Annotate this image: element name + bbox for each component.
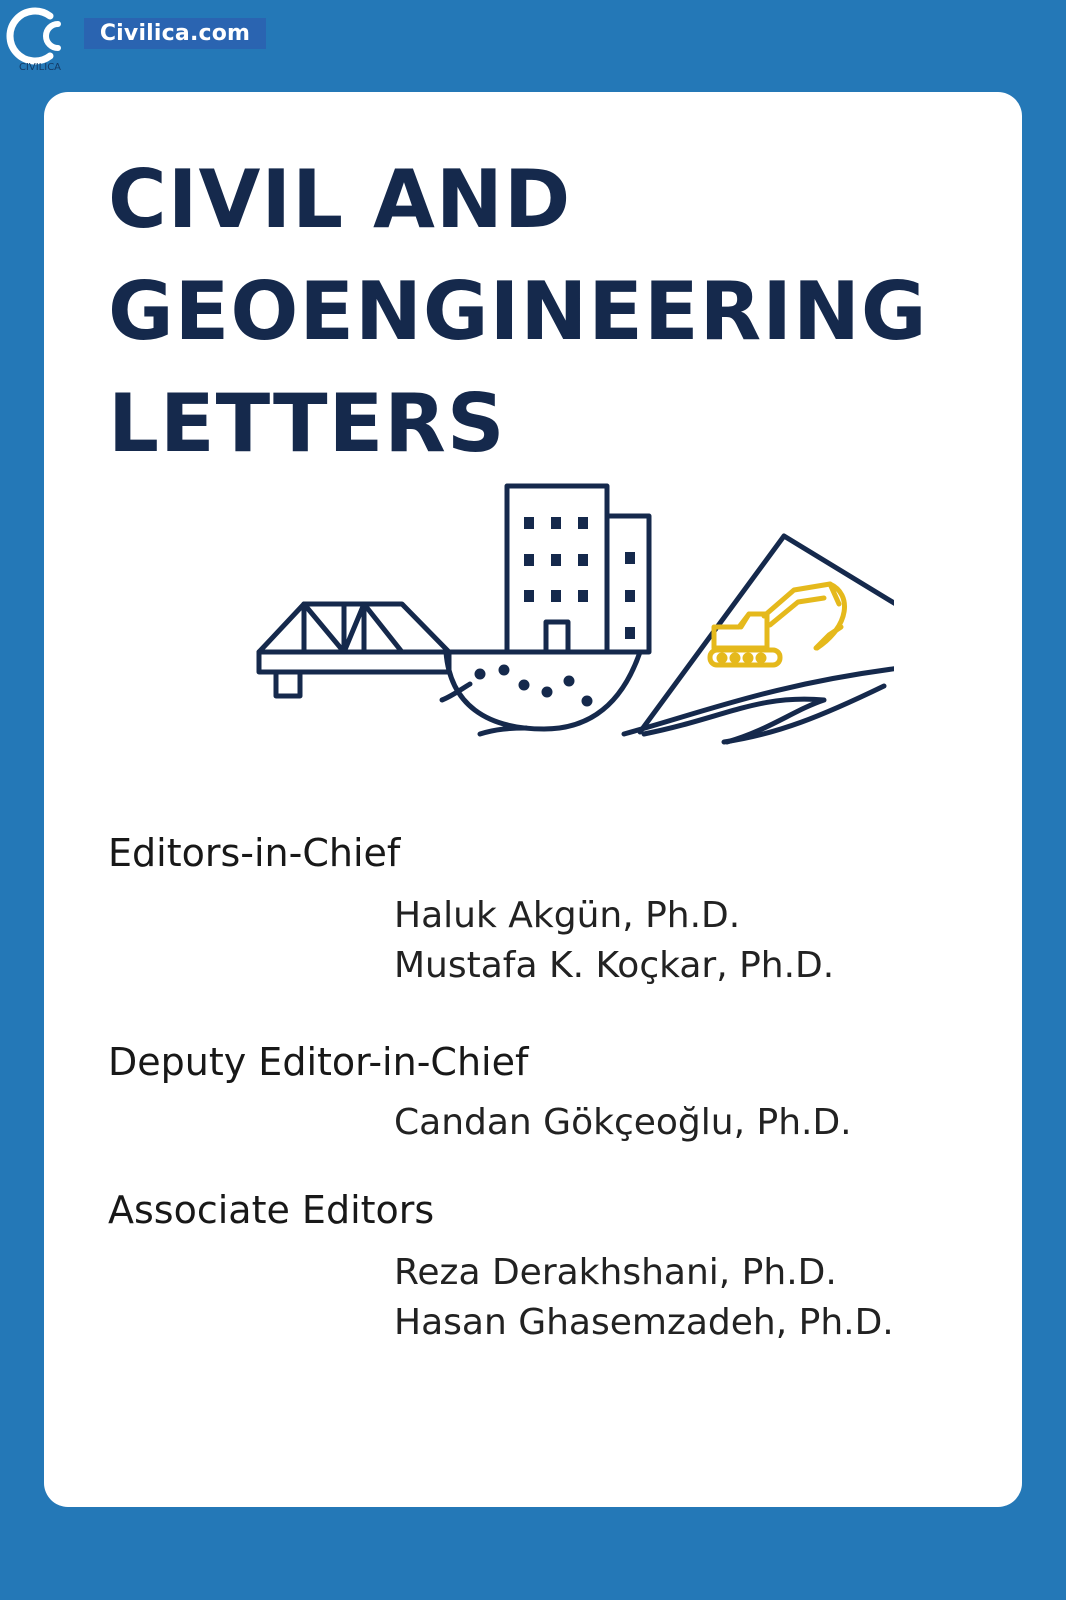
associate-editor-name: Reza Derakhshani, Ph.D. (394, 1252, 837, 1293)
engineering-illustration (204, 482, 894, 782)
editors-in-chief-section (108, 829, 968, 991)
journal-title-line: LETTERS (108, 377, 506, 470)
associate-editors-section (108, 1186, 968, 1348)
deputy-editor-section (108, 1038, 968, 1148)
site-name-badge[interactable]: Civilica.com (84, 18, 266, 49)
journal-cover-card (44, 92, 1022, 1507)
editor-name: Haluk Akgün, Ph.D. (394, 895, 741, 936)
journal-title (108, 144, 988, 480)
civilica-logo (4, 6, 78, 72)
soil-icon (442, 652, 640, 734)
civilica-logo-text: CIVILICA (18, 62, 62, 72)
building-icon (507, 486, 649, 652)
bridge-icon (259, 604, 449, 696)
excavator-icon (710, 584, 845, 665)
journal-title-line: CIVIL AND (108, 153, 572, 246)
editors-in-chief-heading: Editors-in-Chief (108, 831, 401, 875)
editor-name: Mustafa K. Koçkar, Ph.D. (394, 945, 835, 986)
associate-editor-name: Hasan Ghasemzadeh, Ph.D. (394, 1302, 894, 1343)
hill-icon (624, 536, 894, 742)
deputy-editor-name: Candan Gökçeoğlu, Ph.D. (394, 1102, 852, 1143)
deputy-editor-heading: Deputy Editor-in-Chief (108, 1040, 529, 1084)
civilica-logo-icon (4, 6, 78, 72)
journal-title-line: GEOENGINEERING (108, 265, 928, 358)
associate-editors-heading: Associate Editors (108, 1188, 435, 1232)
